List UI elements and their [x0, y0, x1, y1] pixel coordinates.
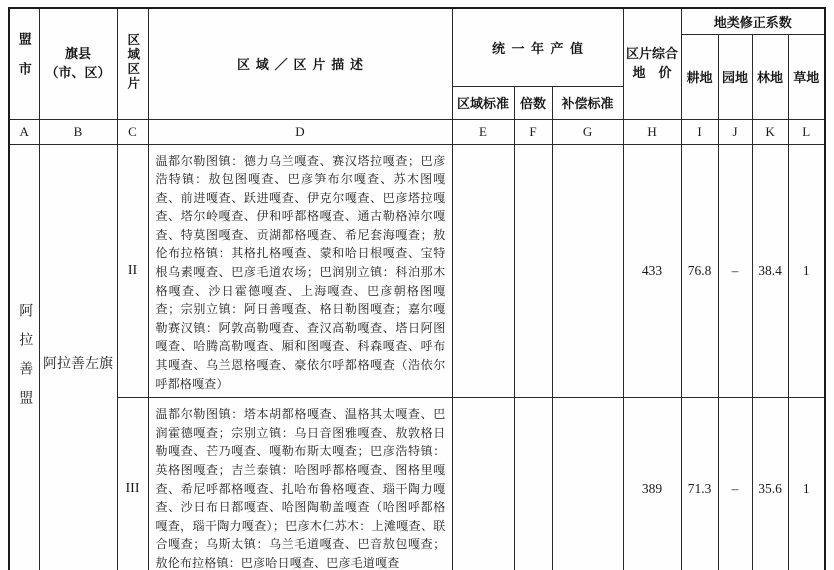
header-forest: 林地	[752, 34, 788, 119]
header-comprehensive-price-line2: 地 价	[632, 64, 672, 80]
zone-iii-comprehensive-price: 389	[623, 398, 681, 570]
league-name: 阿拉善盟	[17, 302, 33, 419]
zone-ii-forest-coef: 38.4	[752, 144, 788, 398]
header-land-correction: 地类修正系数	[681, 8, 825, 34]
header-zone-section-label: 区域区片	[125, 33, 140, 92]
zone-iii-compensation-standard	[552, 398, 623, 570]
zone-ii-multiplier	[514, 144, 552, 398]
column-letter-k: K	[752, 119, 788, 144]
column-letter-h: H	[623, 119, 681, 144]
zone-ii-description: 温都尔勒图镇：德力乌兰嘎查、赛汉塔拉嘎查；巴彦浩特镇：敖包图嘎查、巴彦笋布尔嘎查、苏木图嘎查、前进嘎查、跃进嘎查、伊克尔嘎查、巴彦塔拉嘎查、塔尔岭嘎查、伊和呼都格嘎查、通古勒格淖尔嘎查、特莫图嘎查、贡湖都格嘎查、希尼套海嘎查；敖伦布拉格镇：其格扎格嘎查、蒙和哈日根嘎查、宝特根乌素嘎查、巴彦毛道农场；巴润别立镇：科泊那木格嘎查、沙日霍德嘎查、上海嘎查、巴彦朝格图嘎查；宗别立镇：阿日善嘎查、格日勒图嘎查；嘉尔嘎勒赛汉镇：阿敦高勒嘎查、查汉高勒嘎查、塔日阿图嘎查、哈腾高勒嘎查、厢和图嘎查、科森嘎查、呼布其嘎查、乌兰恩格嘎查、豪依尔呼都格嘎查（浩依尔呼都格嘎查）	[148, 144, 452, 398]
zone-iii-forest-coef: 35.6	[752, 398, 788, 570]
header-grassland: 草地	[788, 34, 825, 119]
header-farmland: 耕地	[681, 34, 718, 119]
zone-ii-label: II	[117, 144, 148, 398]
column-letter-c: C	[117, 119, 148, 144]
zone-ii-compensation-standard	[552, 144, 623, 398]
league-name-cell	[9, 144, 39, 570]
zone-ii-region-standard	[452, 144, 514, 398]
column-letter-g: G	[552, 119, 623, 144]
header-banner-line2: （市、区）	[45, 64, 111, 80]
column-letter-a: A	[9, 119, 39, 144]
column-letter-b: B	[39, 119, 117, 144]
column-letter-i: I	[681, 119, 718, 144]
zone-ii-farmland-coef: 76.8	[681, 144, 718, 398]
land-compensation-table	[8, 7, 826, 570]
zone-iii-description: 温都尔勒图镇：塔本胡都格嘎查、温格其太嘎查、巴润霍德嘎查；宗别立镇：乌日音图雅嘎查、敖敦格日勒嘎查、芒乃嘎查、嘎勒布斯太嘎查；巴彦浩特镇：英格图嘎查；吉兰泰镇：哈图呼都格嘎查、图格里嘎查、希尼呼都格嘎查、扎哈布鲁格嘎查、瑙干陶力嘎查、沙日布日都嘎查、哈图陶勒盖嘎查（哈图呼都格嘎查，瑙干陶力嘎查）；巴彦木仁苏木：上滩嘎查、联合嘎查；乌斯太镇：乌兰毛道嘎查、巴音敖包嘎查；敖伦布拉格镇：巴彦哈日嘎查、巴彦毛道嘎查	[148, 398, 452, 570]
zone-iii-grassland-coef: 1	[788, 398, 825, 570]
zone-iii-farmland-coef: 71.3	[681, 398, 718, 570]
header-description: 区域／区片描述	[148, 8, 452, 119]
header-zone-section	[117, 8, 148, 119]
table-row-zone-iii	[9, 398, 825, 570]
zone-ii-comprehensive-price: 433	[623, 144, 681, 398]
zone-ii-garden-coef: –	[718, 144, 752, 398]
header-multiplier: 倍数	[514, 86, 552, 119]
header-league-city-label: 盟市	[16, 32, 32, 93]
zone-iii-garden-coef: –	[718, 398, 752, 570]
header-comprehensive-price	[623, 8, 681, 119]
column-letter-f: F	[514, 119, 552, 144]
header-comprehensive-price-line1: 区片综合	[626, 45, 679, 61]
header-unified-annual-value: 统一年产值	[452, 8, 623, 86]
header-compensation-standard: 补偿标准	[552, 86, 623, 119]
header-garden: 园地	[718, 34, 752, 119]
zone-iii-multiplier	[514, 398, 552, 570]
zone-iii-label: III	[117, 398, 148, 570]
banner-name-cell: 阿拉善左旗	[39, 144, 117, 570]
column-letter-d: D	[148, 119, 452, 144]
table-row-zone-ii	[9, 144, 825, 398]
header-region-standard: 区域标准	[452, 86, 514, 119]
header-banner-line1: 旗县	[64, 45, 91, 61]
zone-ii-grassland-coef: 1	[788, 144, 825, 398]
header-league-city	[9, 8, 39, 119]
header-banner-county	[39, 8, 117, 119]
column-letter-e: E	[452, 119, 514, 144]
zone-iii-region-standard	[452, 398, 514, 570]
column-letter-l: L	[788, 119, 825, 144]
column-letter-j: J	[718, 119, 752, 144]
